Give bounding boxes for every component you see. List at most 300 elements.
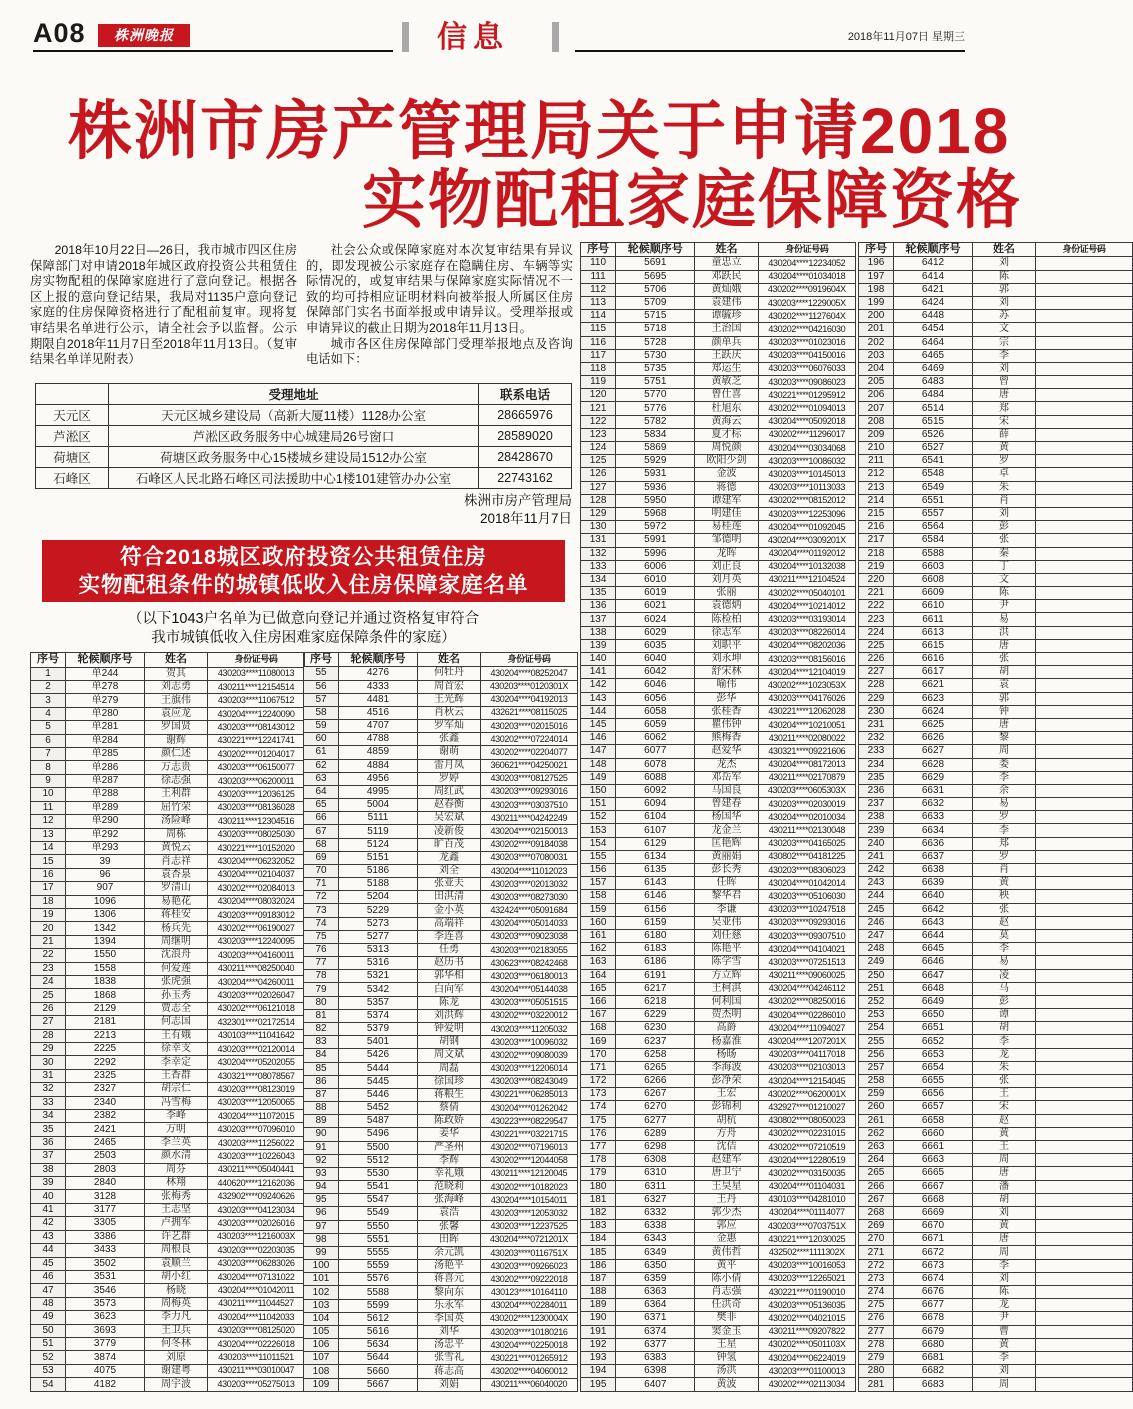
table-cell: 28 <box>31 1029 66 1042</box>
table-cell: 6609 <box>894 587 973 600</box>
table-cell: 907 <box>66 882 145 895</box>
table-row <box>304 1352 578 1365</box>
table-cell: 127 <box>581 481 616 494</box>
table-cell: 99 <box>304 1246 339 1259</box>
table-cell: 157 <box>581 877 616 890</box>
table-cell <box>1036 1114 1133 1127</box>
table-cell: 赵春衡 <box>418 799 481 812</box>
table-row <box>859 1365 1133 1378</box>
table-cell <box>1036 995 1133 1008</box>
table-cell: 单289 <box>66 801 145 814</box>
table-cell: 44 <box>31 1244 66 1257</box>
table-cell: 黎 <box>973 732 1036 745</box>
table-cell: 6021 <box>616 600 695 613</box>
table-cell: 5555 <box>339 1246 418 1259</box>
table-row <box>581 692 856 705</box>
table-cell: 430203****08123019 <box>208 1083 305 1096</box>
table-row <box>859 1022 1133 1035</box>
table-cell: 430221****01265912 <box>481 1352 578 1365</box>
table-cell <box>1036 560 1133 573</box>
table-row <box>859 428 1133 441</box>
table-cell: 张 <box>973 534 1036 547</box>
table-cell: 陈学雪 <box>695 956 758 969</box>
table-cell: 6230 <box>616 1022 695 1035</box>
table-cell: 刘 <box>973 257 1036 270</box>
table-cell: 6364 <box>616 1299 695 1312</box>
table-cell: 6298 <box>616 1140 695 1153</box>
table-cell: 430202****12044058 <box>481 1154 578 1167</box>
table-cell: 250 <box>859 969 894 982</box>
table-cell: 430203****0605303X <box>758 784 855 797</box>
column-header: 轮候顺序号 <box>66 653 145 668</box>
table-row <box>304 1365 578 1378</box>
table-cell: 430211****12304516 <box>208 815 305 828</box>
table-row <box>304 812 578 825</box>
table-cell: 刘永坤 <box>695 653 758 666</box>
table-cell: 张桂香 <box>695 705 758 718</box>
table-cell: 3177 <box>66 1203 145 1216</box>
list-title-banner <box>42 540 565 602</box>
table-cell: 6042 <box>616 666 695 679</box>
table-cell: 106 <box>304 1339 339 1352</box>
table-cell: 264 <box>859 1154 894 1167</box>
table-cell: 6107 <box>616 824 695 837</box>
table-cell: 430223****08229547 <box>481 1115 578 1128</box>
table-cell: 袁杏泉 <box>145 868 208 881</box>
table-cell: 3874 <box>66 1351 145 1364</box>
table-cell: 4481 <box>339 693 418 706</box>
table-cell: 赵历书 <box>418 957 481 970</box>
table-cell: 164 <box>581 969 616 982</box>
table-cell: 430203****11205032 <box>481 1023 578 1036</box>
table-row <box>859 929 1133 942</box>
table-cell: 27 <box>31 1016 66 1029</box>
table-header-row <box>36 384 572 405</box>
table-cell: 94 <box>304 1181 339 1194</box>
table-cell: 杨嘉淮 <box>695 1035 758 1048</box>
table-cell: 430204****04246112 <box>758 982 855 995</box>
table-cell: 6484 <box>894 389 973 402</box>
table-row <box>859 468 1133 481</box>
table-row <box>859 507 1133 520</box>
table-cell: 86 <box>304 1075 339 1088</box>
intro-paragraph-3: 城市各区住房保障部门受理举报地点及咨询电话如下： <box>306 336 573 367</box>
table-cell <box>1036 1180 1133 1193</box>
table-cell <box>1036 982 1133 995</box>
table-cell: 6056 <box>616 692 695 705</box>
table-cell: 213 <box>859 481 894 494</box>
table-cell: 刘任慈 <box>695 929 758 942</box>
table-cell: 6653 <box>894 1048 973 1061</box>
table-cell: 6159 <box>616 916 695 929</box>
table-cell: 郑运生 <box>695 362 758 375</box>
table-row <box>859 257 1133 270</box>
table-cell: 430204****0309201X <box>758 534 855 547</box>
table-row <box>581 376 856 389</box>
table-cell: 5599 <box>339 1299 418 1312</box>
table-row <box>31 989 305 1002</box>
column-header <box>36 384 109 405</box>
table-cell: 6104 <box>616 811 695 824</box>
table-cell: 205 <box>859 376 894 389</box>
table-cell: 6680 <box>894 1338 973 1351</box>
table-cell: 6374 <box>616 1325 695 1338</box>
table-row <box>31 1270 305 1283</box>
table-cell: 430204****05014033 <box>481 917 578 930</box>
table-row <box>581 1378 856 1392</box>
table-cell: 6644 <box>894 929 973 942</box>
table-cell: 91 <box>304 1141 339 1154</box>
table-cell: 430204****11012023 <box>481 864 578 877</box>
table-cell: 430203****0116751X <box>481 1246 578 1259</box>
table-row <box>859 310 1133 323</box>
table-cell: 郭 <box>973 283 1036 296</box>
table-cell <box>1036 283 1133 296</box>
table-row <box>859 270 1133 283</box>
table-cell: 6229 <box>616 1009 695 1022</box>
table-cell: 26 <box>31 1002 66 1015</box>
table-cell: 6058 <box>616 705 695 718</box>
table-cell: 255 <box>859 1035 894 1048</box>
table-row <box>304 851 578 864</box>
table-row <box>859 1220 1133 1233</box>
table-row <box>581 1035 856 1048</box>
table-cell <box>1036 428 1133 441</box>
table-row <box>859 1325 1133 1338</box>
table-cell: 232 <box>859 732 894 745</box>
table-cell: 430203****0703751X <box>758 1220 855 1233</box>
table-cell: 6564 <box>894 521 973 534</box>
table-cell: 430203****08273030 <box>481 891 578 904</box>
table-cell: 138 <box>581 626 616 639</box>
table-cell: 430204****01042011 <box>208 1284 305 1297</box>
table-cell: 245 <box>859 903 894 916</box>
table-cell: 2225 <box>66 1043 145 1056</box>
table-cell: 50 <box>31 1324 66 1337</box>
table-row <box>581 415 856 428</box>
table-cell: 刘正良 <box>695 560 758 573</box>
table-cell: 6454 <box>894 323 973 336</box>
table-row <box>36 405 572 426</box>
table-cell: 47 <box>31 1284 66 1297</box>
table-cell: 5273 <box>339 917 418 930</box>
table-cell: 98 <box>304 1233 339 1246</box>
table-cell: 6265 <box>616 1061 695 1074</box>
table-cell: 430203****08025030 <box>208 828 305 841</box>
table-cell <box>1036 639 1133 652</box>
table-row <box>581 1365 856 1378</box>
table-row <box>304 1299 578 1312</box>
table-cell: 彭华 <box>695 692 758 705</box>
table-cell: 432502****1111302X <box>758 1246 855 1259</box>
table-row <box>581 1220 856 1233</box>
table-cell: 匡艳辉 <box>695 837 758 850</box>
table-cell: 孙玉秀 <box>145 989 208 1002</box>
table-cell: 17 <box>31 882 66 895</box>
table-cell: 140 <box>581 653 616 666</box>
table-cell: 430203****02183055 <box>481 943 578 956</box>
table-row <box>581 613 856 626</box>
table-cell: 430203****12265021 <box>758 1272 855 1285</box>
table-row <box>304 720 578 733</box>
table-cell: 6613 <box>894 626 973 639</box>
table-cell: 168 <box>581 1022 616 1035</box>
table-cell: 幸礼娥 <box>418 1167 481 1180</box>
table-cell: 3573 <box>66 1297 145 1310</box>
table-cell: 6634 <box>894 824 973 837</box>
table-cell: 洪 <box>973 626 1036 639</box>
table-cell: 430203****09183012 <box>208 908 305 921</box>
column-header: 联系电话 <box>479 384 572 405</box>
table-cell: 童忠立 <box>695 257 758 270</box>
table-cell: 钟 <box>973 705 1036 718</box>
table-row <box>859 666 1133 679</box>
column-header: 序号 <box>859 243 894 257</box>
table-row <box>31 935 305 948</box>
table-cell: 281 <box>859 1378 894 1392</box>
table-row <box>859 323 1133 336</box>
table-cell: 刘志勇 <box>145 681 208 694</box>
table-row <box>304 1339 578 1352</box>
banner-line-1: 符合2018城区政府投资公共租赁住房 <box>120 545 487 569</box>
table-cell: 430202****1023053X <box>758 679 855 692</box>
table-row <box>859 1180 1133 1193</box>
column-header: 身份证号码 <box>208 653 305 668</box>
table-cell: 6669 <box>894 1206 973 1219</box>
table-cell: 5644 <box>339 1352 418 1365</box>
table-cell: 59 <box>304 720 339 733</box>
table-cell: 5550 <box>339 1220 418 1233</box>
table-cell: 6625 <box>894 718 973 731</box>
table-row <box>581 1154 856 1167</box>
table-cell: 430204****01034018 <box>758 270 855 283</box>
table-cell: 6649 <box>894 995 973 1008</box>
table-cell <box>1036 389 1133 402</box>
table-cell <box>1036 1088 1133 1101</box>
table-cell: 3531 <box>66 1270 145 1283</box>
table-cell: 王治国 <box>695 323 758 336</box>
table-row <box>581 547 856 560</box>
table-cell: 沈佶 <box>695 1140 758 1153</box>
table-cell: 430203****08136028 <box>208 801 305 814</box>
table-cell: 161 <box>581 929 616 942</box>
table-cell: 2840 <box>66 1177 145 1190</box>
table-cell: 430203****04176026 <box>758 692 855 705</box>
table-row <box>859 692 1133 705</box>
table-cell: 430204****05092018 <box>758 415 855 428</box>
table-cell: 汤艳平 <box>418 1260 481 1273</box>
table-row <box>859 969 1133 982</box>
table-cell <box>1036 1378 1133 1392</box>
table-cell: 132 <box>581 547 616 560</box>
table-cell: 136 <box>581 600 616 613</box>
table-cell: 刘娟 <box>418 1378 481 1391</box>
table-row <box>581 903 856 916</box>
table-cell: 75 <box>304 930 339 943</box>
table-cell: 190 <box>581 1312 616 1325</box>
table-cell: 187 <box>581 1272 616 1285</box>
table-cell: 文 <box>973 573 1036 586</box>
table-cell: 5541 <box>339 1181 418 1194</box>
table-cell: 241 <box>859 850 894 863</box>
table-cell: 5968 <box>616 507 695 520</box>
table-cell: 6679 <box>894 1325 973 1338</box>
table-cell: 430204****01092045 <box>758 521 855 534</box>
table-cell: 2129 <box>66 1002 145 1015</box>
table-cell: 188 <box>581 1286 616 1299</box>
table-cell: 430203****12036125 <box>208 788 305 801</box>
table-cell <box>1036 600 1133 613</box>
table-cell: 刘洪辉 <box>418 1009 481 1022</box>
table-cell <box>1036 929 1133 942</box>
table-cell: 肖秋云 <box>418 706 481 719</box>
table-cell: 6665 <box>894 1167 973 1180</box>
table-cell: 5660 <box>339 1365 418 1378</box>
table-row <box>31 1150 305 1163</box>
table-cell: 马国良 <box>695 784 758 797</box>
table-cell: 2503 <box>66 1150 145 1163</box>
table-cell: 潘 <box>973 1180 1036 1193</box>
table-cell: 窦金玉 <box>695 1325 758 1338</box>
table-cell: 曾建春 <box>695 798 758 811</box>
table-cell: 石峰区人民北路石峰区司法援助中心1楼101建管办办公室 <box>109 468 479 489</box>
table-row <box>581 811 856 824</box>
table-header-row <box>31 653 305 668</box>
table-cell: 周继明 <box>145 935 208 948</box>
table-cell: 432902****09240626 <box>208 1190 305 1203</box>
table-cell: 105 <box>304 1325 339 1338</box>
table-cell: 262 <box>859 1127 894 1140</box>
table-cell: 430203****12053032 <box>481 1207 578 1220</box>
table-cell: 154 <box>581 837 616 850</box>
table-row <box>31 761 305 774</box>
table-cell: 32 <box>31 1083 66 1096</box>
table-cell: 430202****08152012 <box>758 494 855 507</box>
table-cell: 6183 <box>616 943 695 956</box>
table-row <box>859 626 1133 639</box>
table-cell: 93 <box>304 1167 339 1180</box>
table-cell: 430204****11094027 <box>758 1022 855 1035</box>
table-cell: 430202****07224014 <box>481 733 578 746</box>
table-cell <box>1036 718 1133 731</box>
table-cell: 单285 <box>66 748 145 761</box>
table-cell: 李谦 <box>695 903 758 916</box>
table-cell: 25 <box>31 989 66 1002</box>
table-cell <box>1036 1127 1133 1140</box>
table-cell: 265 <box>859 1167 894 1180</box>
table-cell: 3 <box>31 694 66 707</box>
table-cell: 单286 <box>66 761 145 774</box>
table-cell: 6646 <box>894 956 973 969</box>
table-cell: 6633 <box>894 811 973 824</box>
table-cell: 1342 <box>66 922 145 935</box>
table-cell: 王卫兵 <box>145 1324 208 1337</box>
table-cell: 王宏 <box>695 1088 758 1101</box>
table-cell: 6327 <box>616 1193 695 1206</box>
table-row <box>581 323 856 336</box>
table-cell: 430221****06285013 <box>481 1088 578 1101</box>
table-cell: 247 <box>859 929 894 942</box>
table-cell <box>1036 705 1133 718</box>
table-cell: 龙鑫 <box>418 851 481 864</box>
table-cell: 2325 <box>66 1069 145 1082</box>
table-cell: 430204****01042014 <box>758 877 855 890</box>
table-row <box>31 1217 305 1230</box>
table-cell: 430203****10226043 <box>208 1150 305 1163</box>
table-cell: 151 <box>581 798 616 811</box>
table-cell: 37 <box>31 1150 66 1163</box>
table-row <box>581 1048 856 1061</box>
table-cell: 430203****06150077 <box>208 761 305 774</box>
table-row <box>581 1140 856 1153</box>
table-cell: 李辉 <box>418 1154 481 1167</box>
table-cell: 180 <box>581 1180 616 1193</box>
table-cell: 15 <box>31 855 66 868</box>
table-cell: 6548 <box>894 468 973 481</box>
table-row <box>581 270 856 283</box>
table-row <box>859 1088 1133 1101</box>
table-cell: 黄悦云 <box>145 841 208 854</box>
table-cell: 88 <box>304 1102 339 1115</box>
table-cell: 430203****10145013 <box>758 468 855 481</box>
table-cell: 430202****04060012 <box>481 1365 578 1378</box>
table-cell: 4859 <box>339 746 418 759</box>
table-cell: 201 <box>859 323 894 336</box>
table-cell: 430211****08250040 <box>208 962 305 975</box>
table-cell: 170 <box>581 1048 616 1061</box>
table-cell: 165 <box>581 982 616 995</box>
table-row <box>581 573 856 586</box>
table-row <box>304 746 578 759</box>
table-cell <box>1036 653 1133 666</box>
table-cell: 胡 <box>973 666 1036 679</box>
table-row <box>581 653 856 666</box>
table-cell: 6683 <box>894 1378 973 1392</box>
table-cell: 5730 <box>616 349 695 362</box>
table-cell: 5530 <box>339 1167 418 1180</box>
table-cell: 107 <box>304 1352 339 1365</box>
table-cell: 430203****02030019 <box>758 798 855 811</box>
table-cell: 58 <box>304 706 339 719</box>
table-cell: 3433 <box>66 1244 145 1257</box>
table-cell: 5709 <box>616 296 695 309</box>
table-cell: 6652 <box>894 1035 973 1048</box>
table-cell: 189 <box>581 1299 616 1312</box>
table-row <box>31 1324 305 1337</box>
table-cell: 6092 <box>616 784 695 797</box>
table-cell: 430203****12237525 <box>481 1220 578 1233</box>
table-cell <box>1036 270 1133 283</box>
table-row <box>31 1257 305 1270</box>
table-cell: 430802****04181225 <box>758 850 855 863</box>
table-cell: 116 <box>581 336 616 349</box>
table-cell: 马 <box>973 982 1036 995</box>
table-cell: 243 <box>859 877 894 890</box>
table-cell: 单292 <box>66 828 145 841</box>
table-cell: 黄平 <box>695 1259 758 1272</box>
table-cell: 彭长秀 <box>695 864 758 877</box>
table-row <box>31 788 305 801</box>
table-row <box>304 1207 578 1220</box>
table-row <box>859 758 1133 771</box>
table-cell: 117 <box>581 349 616 362</box>
table-cell: 430203****10016053 <box>758 1259 855 1272</box>
table-cell: 48 <box>31 1297 66 1310</box>
table-cell: 6557 <box>894 507 973 520</box>
table-row <box>859 349 1133 362</box>
table-cell: 李峰 <box>145 1110 208 1123</box>
table-row <box>859 600 1133 613</box>
